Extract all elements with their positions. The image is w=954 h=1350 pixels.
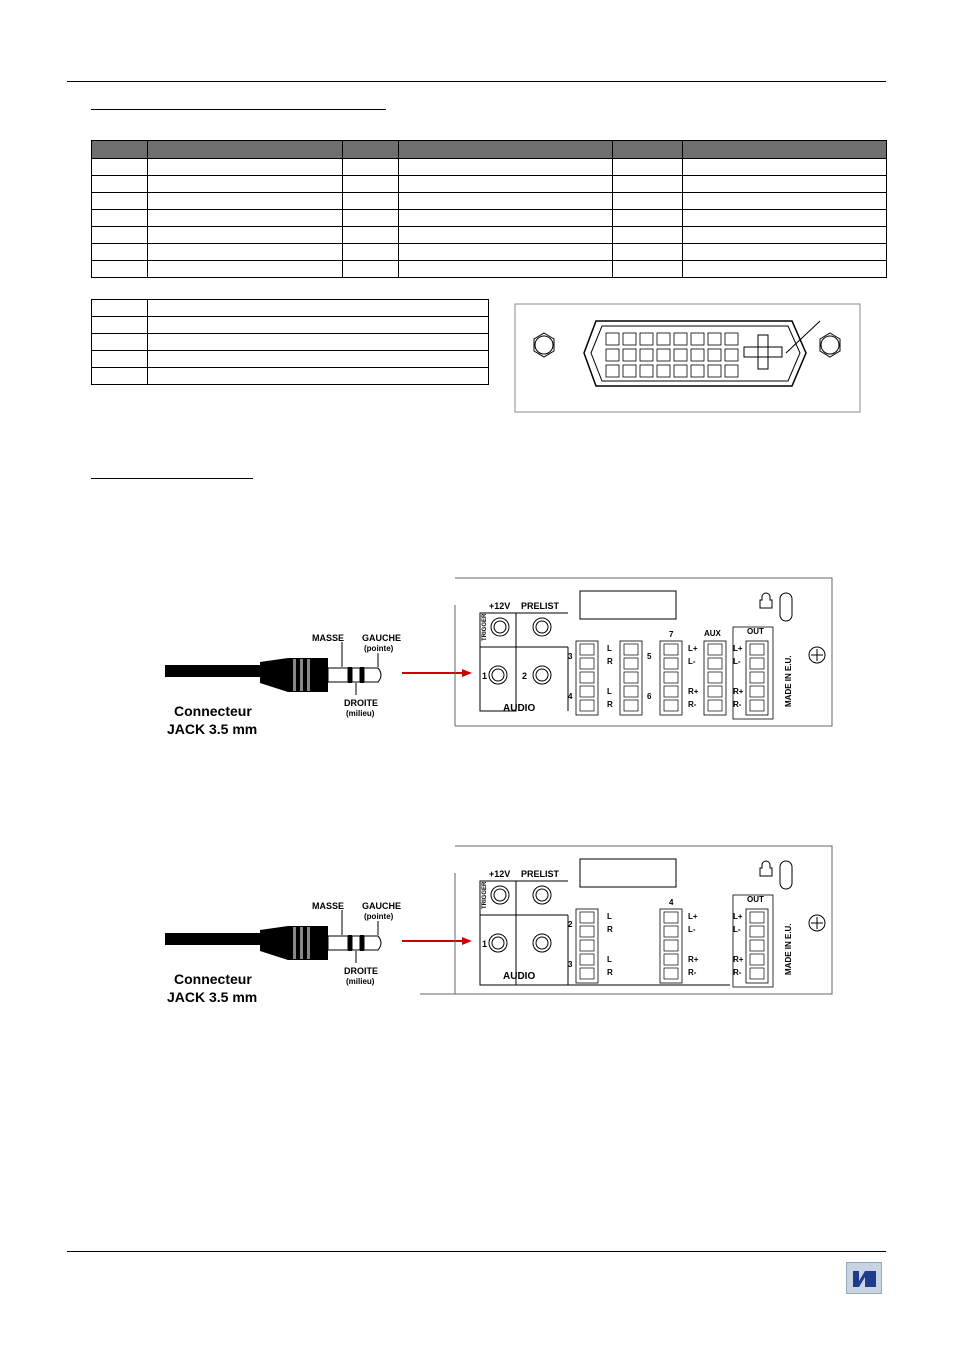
pin-contact — [580, 926, 594, 937]
input6-label: 6 — [647, 692, 652, 701]
in4-rplus-label: R+ — [688, 955, 699, 964]
plus12v-label: +12V — [489, 869, 511, 879]
pin-contact — [580, 686, 594, 697]
arrow-icon — [462, 669, 472, 677]
milieu-label: (milieu) — [346, 977, 375, 986]
out-rplus-label: R+ — [733, 955, 744, 964]
pin-contact — [580, 940, 594, 951]
pin-contact — [664, 954, 678, 965]
table-row — [92, 176, 887, 193]
input7-label: 7 — [669, 630, 674, 639]
aux-rplus-label: R+ — [688, 687, 699, 696]
pin-contact — [750, 686, 764, 697]
pin-contact — [580, 912, 594, 923]
gauche-label: GAUCHE — [362, 633, 402, 643]
trigger-label: TRIGGER — [482, 881, 488, 909]
input2-label: 2 — [522, 671, 528, 681]
pin-contact — [750, 940, 764, 951]
pin-contact — [750, 700, 764, 711]
droite-label: DROITE — [344, 698, 379, 708]
dvi-connector-diagram — [514, 303, 862, 413]
gauche-label: GAUCHE — [362, 901, 402, 911]
connecteur-label: Connecteur — [174, 703, 252, 719]
input5-label: 5 — [647, 652, 652, 661]
jack-plug-icon — [165, 642, 381, 695]
out-label: OUT — [747, 627, 764, 636]
pin-contact — [664, 940, 678, 951]
aux-lminus-label: L- — [688, 657, 696, 666]
prelist-label: PRELIST — [521, 869, 560, 879]
table-header-row — [92, 141, 887, 159]
pointe-label: (pointe) — [364, 644, 394, 653]
pin-contact — [750, 926, 764, 937]
out-lminus-label: L- — [733, 925, 741, 934]
in4-lminus-label: L- — [688, 925, 696, 934]
r-label-2: R — [607, 700, 613, 709]
lock-icon — [760, 593, 772, 608]
audio-figure-1 — [150, 575, 840, 745]
pin-contact — [624, 672, 638, 683]
table-row — [92, 351, 489, 368]
pin-contact — [580, 658, 594, 669]
table-row — [92, 159, 887, 176]
l-label-2: L — [607, 687, 612, 696]
out-lminus-label: L- — [733, 657, 741, 666]
table-row — [92, 368, 489, 385]
input1-label: 1 — [482, 939, 488, 949]
droite-label: DROITE — [344, 966, 379, 976]
r-label: R — [607, 657, 613, 666]
audio-label: AUDIO — [503, 703, 536, 714]
out-rminus-label: R- — [733, 968, 742, 977]
audio-label: AUDIO — [503, 971, 536, 982]
section-heading-underline — [91, 109, 386, 110]
top-rule — [67, 81, 886, 82]
pin-contact — [750, 644, 764, 655]
pin-contact — [664, 700, 678, 711]
pin-contact — [624, 658, 638, 669]
prelist-label: PRELIST — [521, 601, 560, 611]
out-label: OUT — [747, 895, 764, 904]
pin-contact — [664, 672, 678, 683]
l-label: L — [607, 912, 612, 921]
pin-contact — [580, 672, 594, 683]
aux-label: AUX — [704, 629, 721, 638]
made-in-label: MADE IN E.U. — [784, 655, 793, 707]
table-row — [92, 261, 887, 278]
pin-contact — [708, 658, 722, 669]
pin-contact — [708, 644, 722, 655]
table-row — [92, 244, 887, 261]
pin-contact — [750, 672, 764, 683]
input1-label: 1 — [482, 671, 488, 681]
r-label: R — [607, 925, 613, 934]
pin-contact — [624, 686, 638, 697]
pin-contact — [708, 686, 722, 697]
pin-assignment-table — [91, 140, 887, 278]
input4-label: 4 — [669, 898, 674, 907]
out-lplus-label: L+ — [733, 644, 743, 653]
pin-contact — [664, 658, 678, 669]
brand-logo — [846, 1262, 882, 1294]
pin-contact — [624, 644, 638, 655]
in4-rminus-label: R- — [688, 968, 697, 977]
aux-rminus-label: R- — [688, 700, 697, 709]
pin-assignment-table-extra — [91, 299, 489, 385]
trigger-label: TRIGGER — [482, 613, 488, 641]
pin-contact — [750, 968, 764, 979]
aux-lplus-label: L+ — [688, 644, 698, 653]
input4-label: 4 — [568, 692, 573, 701]
table-row — [92, 334, 489, 351]
jack-plug-icon — [165, 910, 381, 963]
pin-contact — [708, 700, 722, 711]
plus12v-label: +12V — [489, 601, 511, 611]
bottom-rule — [67, 1251, 886, 1252]
made-in-label: MADE IN E.U. — [784, 923, 793, 975]
pin-contact — [624, 700, 638, 711]
audio-figure-2 — [150, 843, 840, 1013]
input2-label: 2 — [568, 920, 573, 929]
in4-lplus-label: L+ — [688, 912, 698, 921]
pin-contact — [750, 658, 764, 669]
table-row — [92, 227, 887, 244]
table-row — [92, 210, 887, 227]
pin-contact — [664, 644, 678, 655]
pin-contact — [708, 672, 722, 683]
l-label-2: L — [607, 955, 612, 964]
jack-label: JACK 3.5 mm — [167, 721, 258, 737]
r-label-2: R — [607, 968, 613, 977]
table-row — [92, 193, 887, 210]
pin-contact — [750, 912, 764, 923]
input3-label: 3 — [568, 652, 573, 661]
logo-icon — [847, 1263, 881, 1293]
masse-label: MASSE — [312, 901, 345, 911]
pin-contact — [580, 644, 594, 655]
masse-label: MASSE — [312, 633, 345, 643]
pin-contact — [580, 968, 594, 979]
connecteur-label: Connecteur — [174, 971, 252, 987]
jack-label: JACK 3.5 mm — [167, 989, 258, 1005]
pin-contact — [750, 954, 764, 965]
table-row — [92, 317, 489, 334]
pin-contact — [664, 968, 678, 979]
lock-icon — [760, 861, 772, 876]
milieu-label: (milieu) — [346, 709, 375, 718]
out-rminus-label: R- — [733, 700, 742, 709]
pin-contact — [664, 926, 678, 937]
out-lplus-label: L+ — [733, 912, 743, 921]
l-label: L — [607, 644, 612, 653]
out-rplus-label: R+ — [733, 687, 744, 696]
pin-contact — [664, 912, 678, 923]
pin-contact — [580, 700, 594, 711]
arrow-icon — [462, 937, 472, 945]
table-row — [92, 300, 489, 317]
pointe-label: (pointe) — [364, 912, 394, 921]
pin-contact — [664, 686, 678, 697]
pin-contact — [580, 954, 594, 965]
input3-label: 3 — [568, 960, 573, 969]
section-heading-underline-2 — [91, 478, 253, 479]
